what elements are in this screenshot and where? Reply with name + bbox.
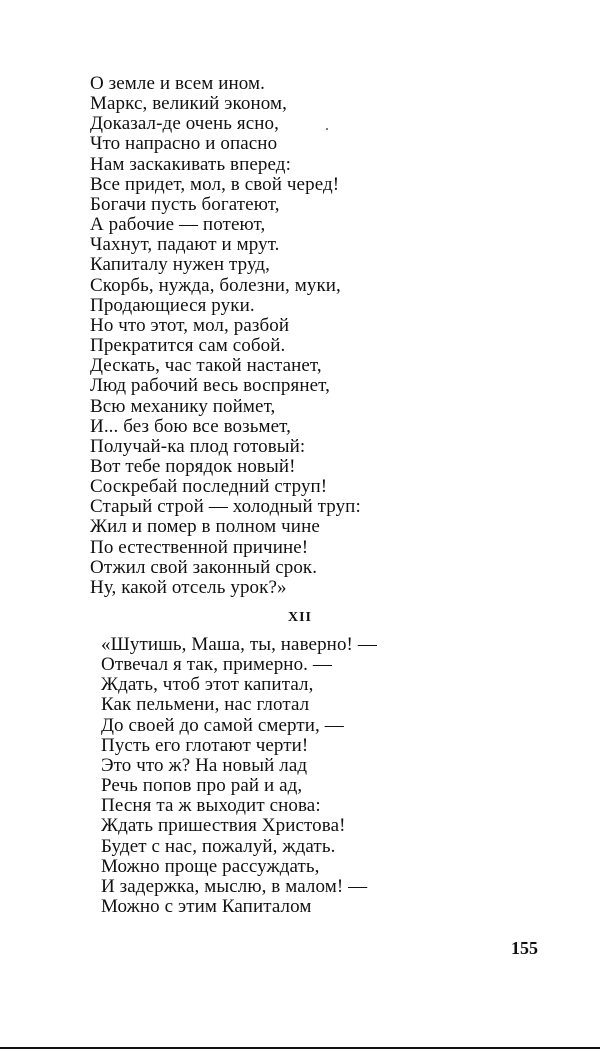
poem-line: Можно проще рассуждать,: [101, 855, 320, 877]
poem-line: До своей до самой смерти, —: [101, 714, 344, 736]
poem-line: Старый строй — холодный труп:: [90, 496, 361, 518]
poem-line: О земле и всем ином.: [90, 73, 265, 94]
poem-stanza-2: [101, 635, 377, 917]
poem-line: Ждать, чтоб этот капитал,: [101, 674, 314, 696]
poem-line: Что напрасно и опасно: [90, 133, 278, 155]
poem-line: Капиталу нужен труд,: [90, 254, 270, 276]
poem-line: Вот тебе порядок новый!: [90, 455, 296, 477]
poem-line: Маркс, великий эконом,: [90, 93, 287, 115]
poem-line: Люд рабочий весь воспрянет,: [90, 375, 330, 397]
poem-line: Все придет, мол, в свой черед!: [90, 173, 340, 195]
poem-line: Нам заскакивать вперед:: [90, 153, 291, 175]
poem-line: Отжил свой законный срок.: [90, 556, 318, 578]
poem-line: Скорбь, нужда, болезни, муки,: [90, 274, 341, 296]
poem-line: И... без бою все возьмет,: [90, 415, 291, 437]
poem-line: Можно с этим Капиталом: [101, 896, 312, 918]
poem-line: Ждать пришествия Христова!: [101, 815, 346, 837]
poem-line: Продающиеся руки.: [90, 294, 255, 316]
poem-line: Как пельмени, нас глотал: [101, 694, 310, 716]
poem-line: А рабочие — потеют,: [90, 214, 266, 236]
poem-line: По естественной причине!: [90, 536, 309, 558]
poem-line: Всю механику поймет,: [90, 395, 276, 417]
poem-line: Но что этот, мол, разбой: [90, 314, 290, 336]
poem-line: «Шутишь, Маша, ты, наверно! —: [101, 634, 377, 655]
poem-line: Прекратится сам собой.: [90, 335, 286, 357]
poem-stanza-1: [90, 74, 361, 598]
poem-line: Соскребай последний струп!: [90, 476, 328, 498]
poem-line: Речь попов про рай и ад,: [101, 775, 303, 797]
poem-line: Дескать, час такой настанет,: [90, 355, 322, 377]
poem-line: Это что ж? На новый лад: [101, 754, 308, 776]
section-heading: XII: [287, 610, 312, 625]
poem-line: Будет с нас, пожалуй, ждать.: [101, 835, 336, 857]
poem-line: Ну, какой отсель урок?»: [90, 576, 287, 598]
poem-line: Чахнут, падают и мрут.: [90, 234, 280, 256]
page-bottom-edge: [0, 1047, 600, 1049]
poem-line: Получай-ка плод готовый:: [90, 435, 306, 457]
poem-line: Отвечал я так, примерно. —: [101, 654, 332, 676]
poem-line: И задержка, мыслю, в малом! —: [101, 875, 368, 897]
page-number: 155: [511, 938, 538, 958]
poem-line: Песня та ж выходит снова:: [101, 795, 321, 817]
poem-line: Доказал-де очень ясно,: [90, 113, 279, 135]
poem-line: Жил и помер в полном чине: [90, 516, 320, 538]
poem-line: Пусть его глотают черти!: [101, 734, 309, 756]
poem-line: Богачи пусть богатеют,: [90, 193, 280, 215]
